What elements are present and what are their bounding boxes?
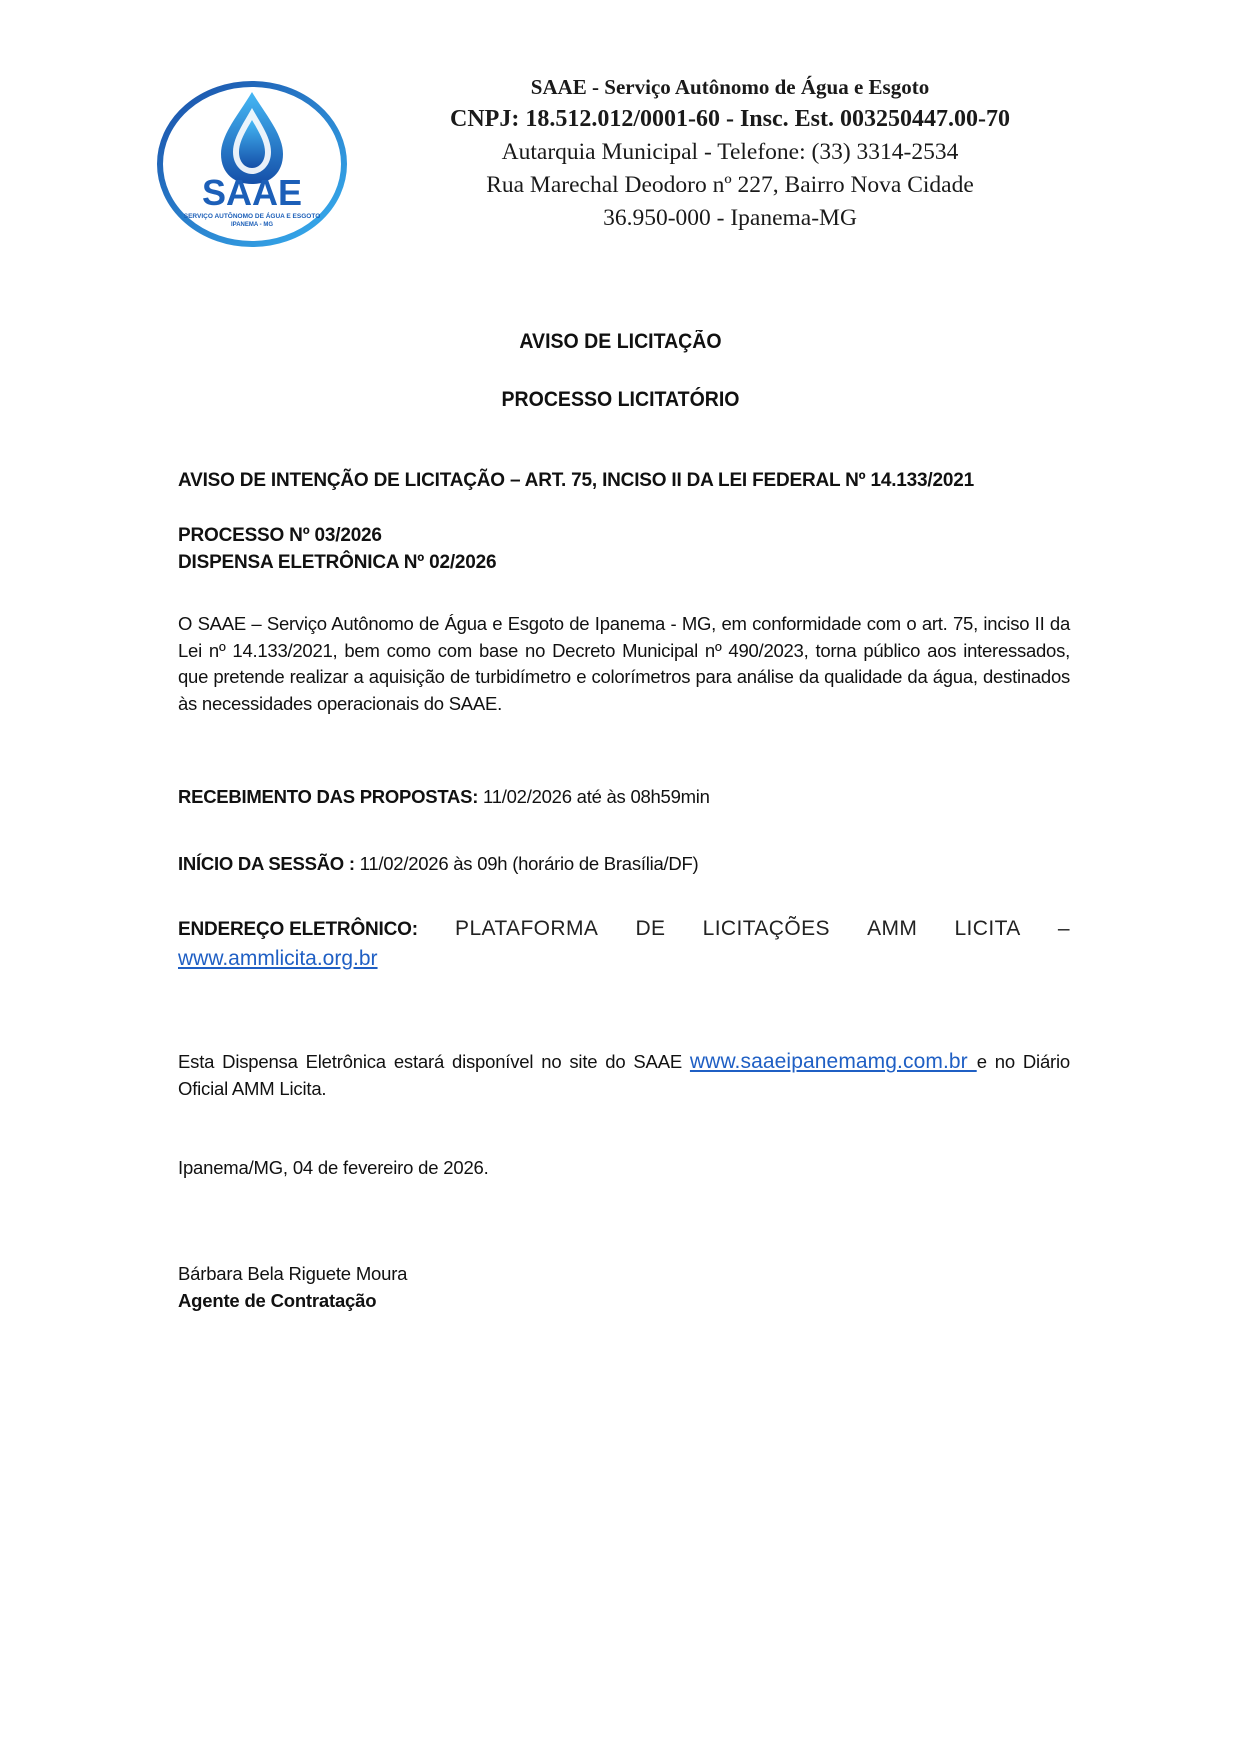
electronic-address-row [178,916,1070,944]
availability-text-before: Esta Dispensa Eletrônica estará disponível no site do SAAE [178,1051,690,1072]
org-address: Rua Marechal Deodoro nº 227, Bairro Nova Cidade [486,172,974,198]
session-start [178,851,1070,878]
availability-text-after: e no Diário Oficial AMM Licita. [178,1051,1070,1099]
address-word: PLATAFORMA [455,917,599,940]
address-word: – [1057,917,1070,940]
signatory-name: Bárbara Bela Riguete Moura [178,1263,408,1284]
organization-header [420,72,1040,235]
dispensa-number: DISPENSA ELETRÔNICA Nº 02/2026 [178,551,497,573]
logo-subtext-1: SERVIÇO AUTÔNOMO DE ÁGUA E ESGOTO [183,213,321,220]
address-word: LICITA [954,917,1021,940]
org-cep: 36.950-000 - Ipanema-MG [603,205,857,231]
session-value: 11/02/2026 às 09h (horário de Brasília/DF) [354,853,699,874]
availability-note [178,1049,1070,1102]
secondary-title: PROCESSO LICITATÓRIO [501,388,740,411]
water-drop-logo-icon [155,80,349,248]
proposals-value: 11/02/2026 até às 08h59min [478,786,710,807]
org-phone: Autarquia Municipal - Telefone: (33) 3314-2534 [501,139,959,165]
signatory-role: Agente de Contratação [178,1289,377,1311]
signature-block [178,1261,1070,1314]
logo-text: SAAE [201,172,303,213]
main-title: AVISO DE LICITAÇÃO [519,330,722,353]
address-word: AMM [867,917,918,940]
process-number: PROCESSO Nº 03/2026 [178,525,382,546]
amm-licita-link[interactable]: www.ammlicita.org.br [178,946,378,970]
electronic-address [178,916,1070,972]
notice-paragraph: O SAAE – Serviço Autônomo de Água e Esgoto de Ipanema - MG, em conformidade com o art. 75, inciso II da Lei nº 14.133/2021, bem como com base no Decreto Municipal nº 490/2023, torna público aos interessados, que pretende realizar a aquisição de turbidímetro e colorímetros para análise da qualidade da água, destinados às necessidades operacionais do SAAE. [178,613,1070,714]
electronic-address-label: ENDEREÇO ELETRÔNICO: [178,919,418,940]
org-name: SAAE - Serviço Autônomo de Água e Esgoto [530,75,930,99]
proposals-receipt [178,784,1070,811]
place-date: Ipanema/MG, 04 de fevereiro de 2026. [178,1157,489,1178]
session-label: INÍCIO DA SESSÃO : [178,853,355,874]
proposals-label: RECEBIMENTO DAS PROPOSTAS: [178,786,479,807]
address-word: DE [635,917,666,940]
notice-subtitle: AVISO DE INTENÇÃO DE LICITAÇÃO – ART. 75, INCISO II DA LEI FEDERAL Nº 14.133/2021 [178,470,974,491]
saae-logo [155,80,349,248]
org-cnpj: CNPJ: 18.512.012/0001-60 - Insc. Est. 003250447.00-70 [450,106,1010,132]
address-word: LICITAÇÕES [702,917,830,940]
logo-subtext-2: IPANEMA - MG [231,222,273,228]
saae-site-link[interactable]: www.saaeipanemamg.com.br [689,1050,977,1073]
process-info [178,523,1070,576]
